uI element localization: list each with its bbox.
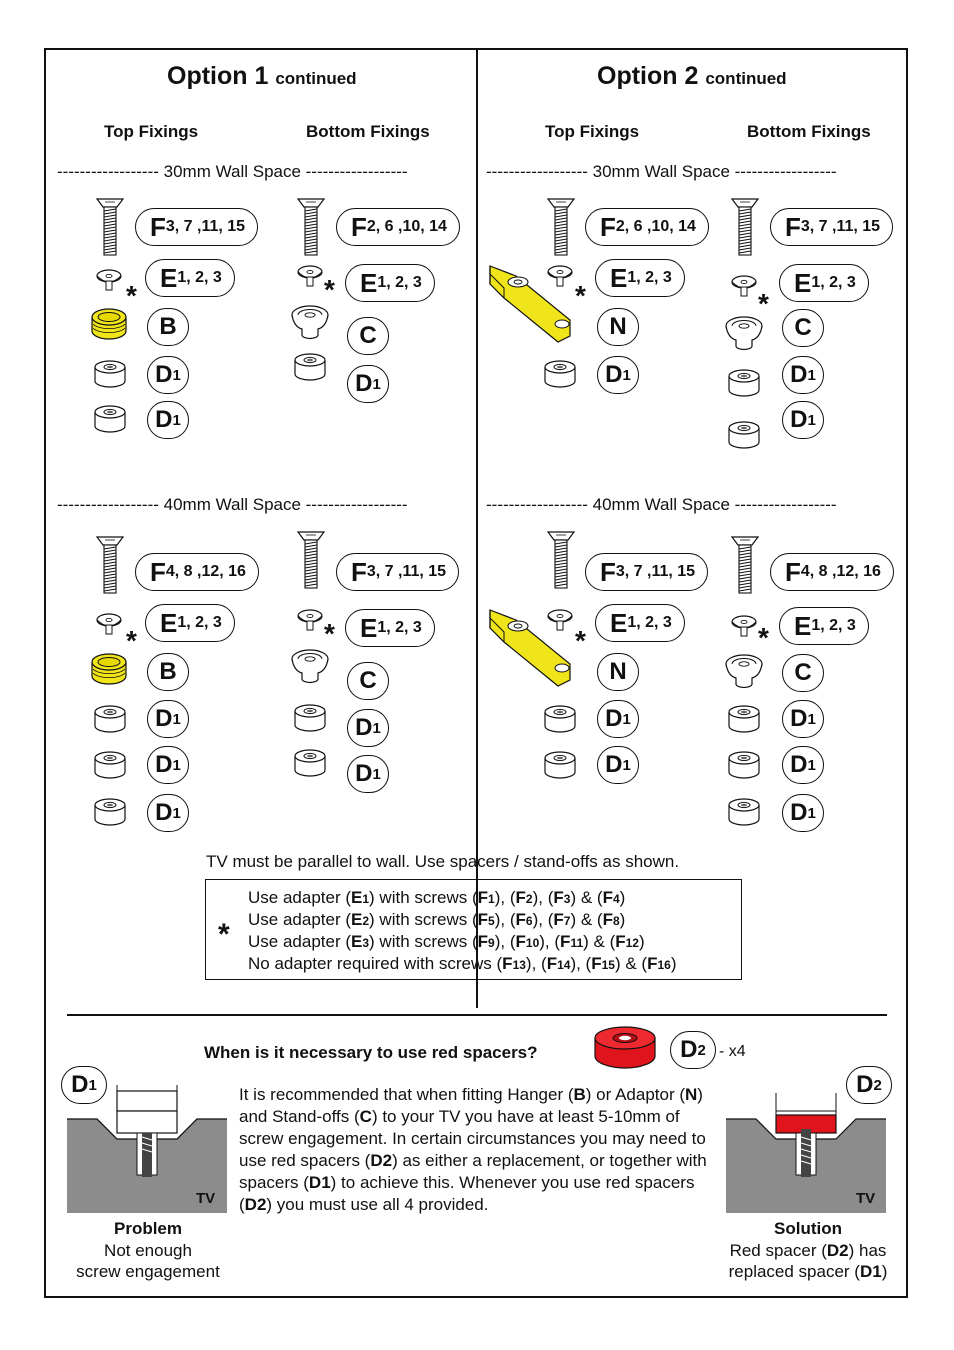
parallel-note: TV must be parallel to wall. Use spacers / stand-offs as shown.	[206, 852, 680, 871]
adapter-washer-icon	[94, 612, 124, 636]
o1-40-bot-D1a	[347, 709, 389, 747]
spacer-icon	[543, 704, 577, 734]
o1-40-bot-F	[336, 553, 459, 591]
o2-30-bot-F	[770, 208, 893, 246]
txt: F	[546, 954, 558, 973]
option1-wall30: ------------------ 30mm Wall Space ------------------	[57, 162, 408, 181]
txt: 1	[488, 892, 495, 906]
o2-30-bot-D1b	[782, 401, 824, 439]
D-sub: 1	[807, 366, 816, 384]
F-sub: 2, 6 ,10, 14	[366, 218, 447, 235]
o2-40-bot-D1c	[782, 794, 824, 832]
txt: 1	[362, 892, 370, 906]
screw-icon	[296, 197, 326, 257]
asterisk: *	[758, 622, 769, 653]
txt: C	[359, 1107, 372, 1126]
o2-40-bot-D1b	[782, 746, 824, 784]
hanger-icon	[89, 652, 129, 688]
option2-top-head: Top Fixings	[545, 122, 640, 141]
D-letter: D	[155, 751, 173, 778]
F-sub: 4, 8 ,12, 16	[800, 563, 881, 580]
E-letter: E	[160, 607, 178, 638]
txt: F	[477, 932, 489, 951]
D-sub: 1	[372, 719, 381, 737]
D-sub: 1	[88, 1076, 97, 1094]
o2-40-top-D1b	[597, 746, 639, 784]
D-letter: D	[790, 799, 808, 826]
screw-icon	[296, 530, 326, 590]
txt: D2	[826, 1240, 849, 1260]
spacer-icon	[93, 750, 127, 780]
txt: ), (	[494, 888, 516, 907]
F-sub: 3, 7 ,11, 15	[800, 218, 881, 235]
F-letter: F	[351, 556, 367, 587]
txt: ), (	[539, 932, 561, 951]
o2-40-top-N: N	[597, 653, 639, 691]
D-letter: D	[790, 705, 808, 732]
spacer-icon	[93, 404, 127, 434]
D-letter: D	[856, 1071, 874, 1098]
screw-icon	[95, 530, 125, 600]
txt: )	[619, 910, 626, 929]
adapter-washer-icon	[729, 274, 759, 298]
txt: ) has	[848, 1240, 887, 1260]
option1-wall40: ------------------ 40mm Wall Space ------------------	[57, 495, 408, 514]
o2-30-bot-D1a	[782, 356, 824, 394]
txt: )	[638, 932, 645, 951]
D-sub: 1	[172, 411, 181, 429]
txt: N	[685, 1085, 698, 1104]
o1-30-bot-F	[336, 208, 460, 246]
F-letter: F	[600, 211, 616, 242]
option2-title	[597, 62, 787, 91]
o2-40-top-E	[595, 604, 685, 642]
F-sub: 3, 7 ,11, 15	[615, 563, 696, 580]
option2-title-text: Option 2	[597, 62, 699, 90]
o2-30-bot-C: C	[782, 309, 824, 347]
txt: ), (	[570, 954, 592, 973]
F-sub: 2, 6 ,10, 14	[615, 218, 696, 235]
spacer-icon	[293, 703, 327, 733]
txt: F	[553, 910, 564, 929]
txt: 13	[512, 958, 526, 972]
o1-40-top-E	[145, 604, 235, 642]
txt: 14	[557, 958, 571, 972]
txt: 6	[525, 914, 533, 928]
txt: )	[881, 1262, 888, 1281]
option2-title-suffix: continued	[705, 69, 787, 88]
txt: F	[515, 910, 526, 929]
hanger-icon	[89, 307, 129, 343]
o2-40-top-D1a	[597, 700, 639, 738]
txt: ), (	[532, 888, 554, 907]
E-sub: 1, 2, 3	[811, 274, 856, 291]
txt: F	[591, 954, 602, 973]
spacer-icon	[293, 748, 327, 778]
o1-30-top-D1a	[147, 356, 189, 394]
o2-30-top-F	[585, 208, 709, 246]
D-letter: D	[355, 714, 373, 741]
screw-icon	[730, 197, 760, 257]
txt: ) & (	[614, 954, 648, 973]
txt: ), (	[525, 954, 547, 973]
red-spacer-icon	[592, 1024, 658, 1072]
D-letter: D	[71, 1071, 89, 1098]
o1-30-bot-C: C	[347, 317, 389, 355]
problem-title: Problem	[113, 1219, 183, 1238]
o2-30-top-D1	[597, 356, 639, 394]
E-sub: 1, 2, 3	[377, 274, 422, 291]
D-letter: D	[605, 705, 623, 732]
standoff-icon	[290, 303, 330, 341]
o1-30-top-B: B	[147, 308, 189, 346]
D-sub: 1	[172, 804, 181, 822]
txt: 4	[612, 892, 620, 906]
solution-line-1	[708, 1240, 908, 1262]
txt: ) and Stand-offs (	[239, 1085, 703, 1126]
option2-bottom-head: Bottom Fixings	[747, 122, 871, 141]
spacer-icon	[93, 359, 127, 389]
spacer-icon	[727, 797, 761, 827]
problem-tv-label: TV	[196, 1190, 216, 1207]
txt: Use adapter (	[248, 932, 351, 951]
E-sub: 1, 2, 3	[627, 269, 672, 286]
D-letter: D	[605, 361, 623, 388]
adapter-washer-icon	[295, 608, 325, 632]
txt: 3	[362, 936, 370, 950]
D-letter: D	[680, 1036, 698, 1063]
o1-40-bot-D1b	[347, 755, 389, 793]
txt: E	[351, 910, 363, 929]
F-letter: F	[150, 556, 166, 587]
D-letter: D	[355, 760, 373, 787]
D-sub: 1	[622, 756, 631, 774]
o2-30-top-N: N	[597, 308, 639, 346]
spacer-icon	[93, 797, 127, 827]
option2-wall40: ------------------ 40mm Wall Space ------------------	[486, 495, 837, 514]
F-letter: F	[351, 211, 367, 242]
txt: ), (	[532, 910, 554, 929]
adapter-washer-icon	[729, 614, 759, 638]
asterisk: *	[575, 625, 586, 656]
o1-40-bot-E	[345, 609, 435, 647]
F-letter: F	[785, 211, 801, 242]
txt: 7	[563, 914, 571, 928]
asterisk: *	[575, 280, 586, 311]
o1-40-top-D1c	[147, 794, 189, 832]
txt: 8	[612, 914, 620, 928]
option1-title	[167, 62, 357, 91]
txt: 12	[625, 936, 639, 950]
option2-wall30: ------------------ 30mm Wall Space ------------------	[486, 162, 837, 181]
txt: No adapter required with screws (	[248, 954, 503, 973]
txt: ) or Adaptor (	[585, 1085, 685, 1104]
txt: ) & (	[570, 910, 603, 929]
txt: 16	[657, 958, 671, 972]
txt: 2	[525, 892, 533, 906]
txt: Use adapter (	[248, 888, 351, 907]
solution-tv-label: TV	[856, 1190, 876, 1207]
E-letter: E	[360, 267, 378, 298]
standoff-icon	[724, 314, 764, 352]
adapter-note-line-3	[248, 932, 645, 952]
txt: replaced spacer (	[728, 1262, 860, 1281]
o2-40-bot-C: C	[782, 654, 824, 692]
o1-30-top-F	[135, 208, 258, 246]
D-sub: 1	[622, 366, 631, 384]
D-sub: 1	[807, 756, 816, 774]
txt: D2	[244, 1195, 267, 1214]
red-spacer-qty: - x4	[719, 1043, 746, 1060]
E-sub: 1, 2, 3	[177, 614, 222, 631]
o2-40-bot-D1a	[782, 700, 824, 738]
txt: 9	[488, 936, 495, 950]
E-letter: E	[610, 607, 628, 638]
o1-40-bot-C: C	[347, 662, 389, 700]
solution-line-2	[708, 1261, 908, 1283]
adaptor-bracket-icon	[486, 262, 578, 346]
txt: ), (	[494, 932, 516, 951]
txt: F	[477, 910, 489, 929]
D-sub: 1	[807, 710, 816, 728]
txt: ), (	[494, 910, 516, 929]
spacer-icon	[727, 420, 761, 450]
F-letter: F	[785, 556, 801, 587]
txt: F	[560, 932, 571, 951]
txt: F	[647, 954, 658, 973]
solution-caption	[708, 1218, 908, 1283]
txt: F	[515, 932, 526, 951]
screw-icon	[95, 197, 125, 257]
spacer-icon	[293, 352, 327, 382]
txt: Use adapter (	[248, 910, 351, 929]
D-letter: D	[155, 406, 173, 433]
asterisk: *	[324, 274, 335, 305]
red-spacer-question: When is it necessary to use red spacers?	[204, 1043, 538, 1062]
txt: ) to achieve this. Whenever you use red spacers (	[239, 1173, 695, 1214]
txt: F	[502, 954, 513, 973]
screw-icon	[546, 197, 576, 257]
D-sub: 2	[697, 1041, 706, 1059]
D-sub: 1	[172, 756, 181, 774]
adapter-note-line-4	[248, 954, 677, 974]
txt: ) & (	[570, 888, 603, 907]
D-letter: D	[790, 406, 808, 433]
txt: ) with screws (	[369, 932, 478, 951]
red-spacer-body	[239, 1084, 709, 1216]
txt: F	[553, 888, 564, 907]
E-letter: E	[160, 262, 178, 293]
D-letter: D	[155, 799, 173, 826]
o2-30-top-E	[595, 259, 685, 297]
screw-icon	[546, 530, 576, 590]
standoff-icon	[290, 647, 330, 685]
o2-40-bot-E	[779, 607, 869, 645]
E-sub: 1, 2, 3	[627, 614, 672, 631]
spacer-icon	[93, 704, 127, 734]
asterisk: *	[126, 625, 137, 656]
o2-30-bot-E	[779, 264, 869, 302]
txt: ) as either a replacement, or together with spacers (	[239, 1151, 707, 1192]
spacer-icon	[727, 368, 761, 398]
txt: B	[573, 1085, 586, 1104]
txt: 3	[563, 892, 571, 906]
txt: D1	[859, 1262, 882, 1281]
o1-30-top-E	[145, 259, 235, 297]
txt: 10	[525, 936, 540, 950]
E-letter: E	[360, 612, 378, 643]
E-letter: E	[794, 267, 812, 298]
D-sub: 1	[807, 804, 816, 822]
D-sub: 1	[172, 366, 181, 384]
E-sub: 1, 2, 3	[177, 269, 222, 286]
D-sub: 2	[873, 1076, 882, 1094]
D-sub: 1	[372, 375, 381, 393]
adapter-washer-icon	[94, 268, 124, 292]
txt: )	[670, 954, 677, 973]
D-letter: D	[355, 370, 373, 397]
asterisk: *	[126, 280, 137, 311]
D-sub: 1	[372, 765, 381, 783]
solution-title: Solution	[774, 1219, 842, 1238]
o1-40-top-B: B	[147, 653, 189, 691]
o2-40-bot-F	[770, 553, 894, 591]
txt: It is recommended that when fitting Hanger (	[239, 1085, 574, 1104]
txt: F	[615, 932, 626, 951]
D-sub: 1	[622, 710, 631, 728]
E-sub: 1, 2, 3	[811, 617, 856, 634]
F-sub: 3, 7 ,11, 15	[165, 218, 246, 235]
txt: ) you must use all 4 provided.	[266, 1195, 489, 1214]
txt: E	[351, 932, 363, 951]
adapter-note-line-1	[248, 888, 625, 908]
spacer-icon	[543, 750, 577, 780]
asterisk: *	[758, 288, 769, 319]
o1-30-top-D1b	[147, 401, 189, 439]
standoff-icon	[724, 652, 764, 690]
txt: F	[602, 888, 613, 907]
txt: ) with screws (	[369, 910, 478, 929]
adapter-note-line-2	[248, 910, 625, 930]
txt: E	[351, 888, 363, 907]
option1-title-text: Option 1	[167, 62, 269, 90]
txt: 5	[488, 914, 495, 928]
txt: 11	[570, 936, 584, 950]
txt: D2	[370, 1151, 393, 1170]
txt: 2	[362, 914, 370, 928]
txt: 15	[601, 958, 615, 972]
spacer-icon	[543, 359, 577, 389]
o1-30-bot-E	[345, 264, 435, 302]
note-asterisk: *	[218, 918, 230, 951]
adaptor-bracket-icon	[486, 606, 578, 690]
spacer-icon	[727, 704, 761, 734]
txt: F	[477, 888, 489, 907]
o1-40-top-D1a	[147, 700, 189, 738]
E-sub: 1, 2, 3	[377, 619, 422, 636]
asterisk: *	[324, 618, 335, 649]
txt: ) to your TV you have at least 5-10mm of screw engagement. In certain circumstances you may need to use red spacers (	[239, 1107, 706, 1170]
spacer-icon	[727, 750, 761, 780]
o1-40-top-D1b	[147, 746, 189, 784]
txt: D1	[308, 1173, 331, 1192]
problem-line-1: Not enough	[104, 1240, 192, 1260]
D-letter: D	[155, 361, 173, 388]
problem-line-2: screw engagement	[76, 1262, 220, 1281]
adapter-washer-icon	[295, 264, 325, 288]
D-sub: 1	[172, 710, 181, 728]
D-letter: D	[790, 361, 808, 388]
o1-30-bot-D1	[347, 365, 389, 403]
txt: F	[515, 888, 526, 907]
txt: ) & (	[583, 932, 616, 951]
F-sub: 3, 7 ,11, 15	[366, 563, 447, 580]
txt: )	[619, 888, 626, 907]
problem-caption	[62, 1218, 234, 1283]
D-letter: D	[155, 705, 173, 732]
F-letter: F	[150, 211, 166, 242]
E-letter: E	[610, 262, 628, 293]
o1-40-top-F	[135, 553, 259, 591]
option1-bottom-head: Bottom Fixings	[306, 122, 430, 141]
txt: F	[602, 910, 613, 929]
F-letter: F	[600, 556, 616, 587]
screw-icon	[730, 530, 760, 600]
txt: Red spacer (	[729, 1240, 827, 1260]
o2-40-top-F	[585, 553, 708, 591]
d2-label	[670, 1031, 716, 1069]
D-sub: 1	[807, 411, 816, 429]
D-letter: D	[790, 751, 808, 778]
D-letter: D	[605, 751, 623, 778]
txt: ) with screws (	[369, 888, 478, 907]
F-sub: 4, 8 ,12, 16	[165, 563, 246, 580]
section-divider	[67, 1014, 887, 1016]
E-letter: E	[794, 610, 812, 641]
option1-top-head: Top Fixings	[104, 122, 199, 141]
option1-title-suffix: continued	[275, 69, 357, 88]
